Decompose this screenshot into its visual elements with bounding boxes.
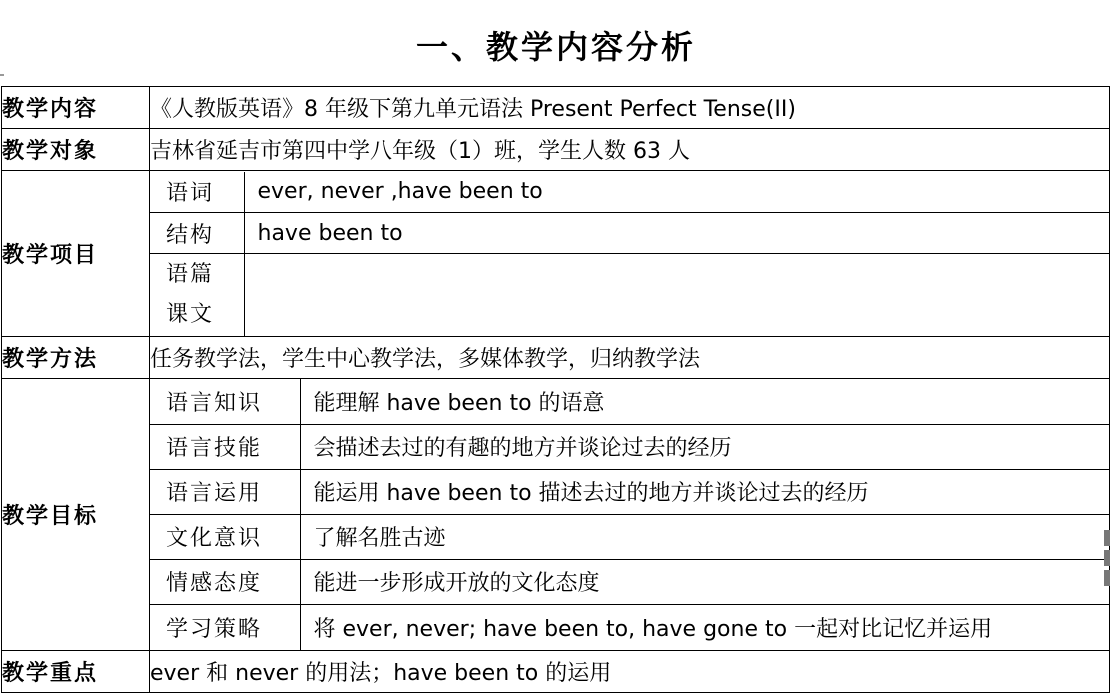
row-teaching-goals [2, 379, 1110, 651]
goals-sub-label: 情感态度 [150, 559, 300, 604]
label-teaching-method: 教学方法 [2, 337, 150, 379]
row-teaching-audience [2, 129, 1110, 171]
value-teaching-audience: 吉林省延吉市第四中学八年级（1）班，学生人数 63 人 [150, 129, 1110, 171]
items-sub-label: 结构 [150, 213, 244, 254]
items-row [150, 213, 1109, 254]
teaching-items-cell [150, 171, 1110, 337]
label-teaching-audience: 教学对象 [2, 129, 150, 171]
row-teaching-method [2, 337, 1110, 379]
teaching-items-table [150, 172, 1109, 336]
value-teaching-content: 《人教版英语》8 年级下第九单元语法 Present Perfect Tense(II) [150, 87, 1110, 129]
goals-sub-value: 能理解 have been to 的语意 [300, 379, 1109, 424]
section-title: 一、教学内容分析 [415, 28, 696, 66]
goals-row [150, 424, 1109, 469]
row-teaching-focus [2, 651, 1110, 693]
items-row [150, 254, 1109, 336]
analysis-table [1, 86, 1110, 693]
items-sub-value: have been to [244, 213, 1109, 254]
teaching-goals-table [150, 379, 1109, 650]
margin-mark [0, 74, 4, 76]
items-row [150, 172, 1109, 213]
goals-sub-value: 能运用 have been to 描述去过的地方并谈论过去的经历 [300, 469, 1109, 514]
teaching-goals-cell [150, 379, 1110, 651]
value-teaching-focus: ever 和 never 的用法；have been to 的运用 [150, 651, 1110, 693]
label-teaching-focus: 教学重点 [2, 651, 150, 693]
label-teaching-goals: 教学目标 [2, 379, 150, 651]
goals-row [150, 604, 1109, 650]
row-teaching-content [2, 87, 1110, 129]
items-sub-label: 语词 [150, 172, 244, 213]
items-sub-label-line2: 课文 [166, 301, 215, 327]
goals-sub-label: 语言技能 [150, 424, 300, 469]
window-resize-handle[interactable] [1104, 530, 1112, 588]
goals-row [150, 469, 1109, 514]
row-teaching-items [2, 171, 1110, 337]
items-sub-label-multiline [150, 254, 244, 336]
goals-sub-label: 文化意识 [150, 514, 300, 559]
goals-row [150, 559, 1109, 604]
label-teaching-content: 教学内容 [2, 87, 150, 129]
label-teaching-items: 教学项目 [2, 171, 150, 337]
items-sub-label-line1: 语篇 [166, 261, 215, 287]
items-sub-value: ever, never ,have been to [244, 172, 1109, 213]
goals-sub-label: 语言知识 [150, 379, 300, 424]
goals-sub-value: 将 ever, never; have been to, have gone to 一起对比记忆并运用 [313, 616, 993, 642]
goals-sub-value: 会描述去过的有趣的地方并谈论过去的经历 [300, 424, 1109, 469]
goals-sub-value: 了解名胜古迹 [300, 514, 1109, 559]
items-sub-value [244, 254, 1109, 336]
goals-row [150, 514, 1109, 559]
goals-row [150, 379, 1109, 424]
goals-sub-label: 语言运用 [150, 469, 300, 514]
goals-sub-value: 能进一步形成开放的文化态度 [300, 559, 1109, 604]
value-teaching-method: 任务教学法，学生中心教学法，多媒体教学，归纳教学法 [150, 337, 1110, 379]
goals-sub-label: 学习策略 [150, 604, 300, 650]
